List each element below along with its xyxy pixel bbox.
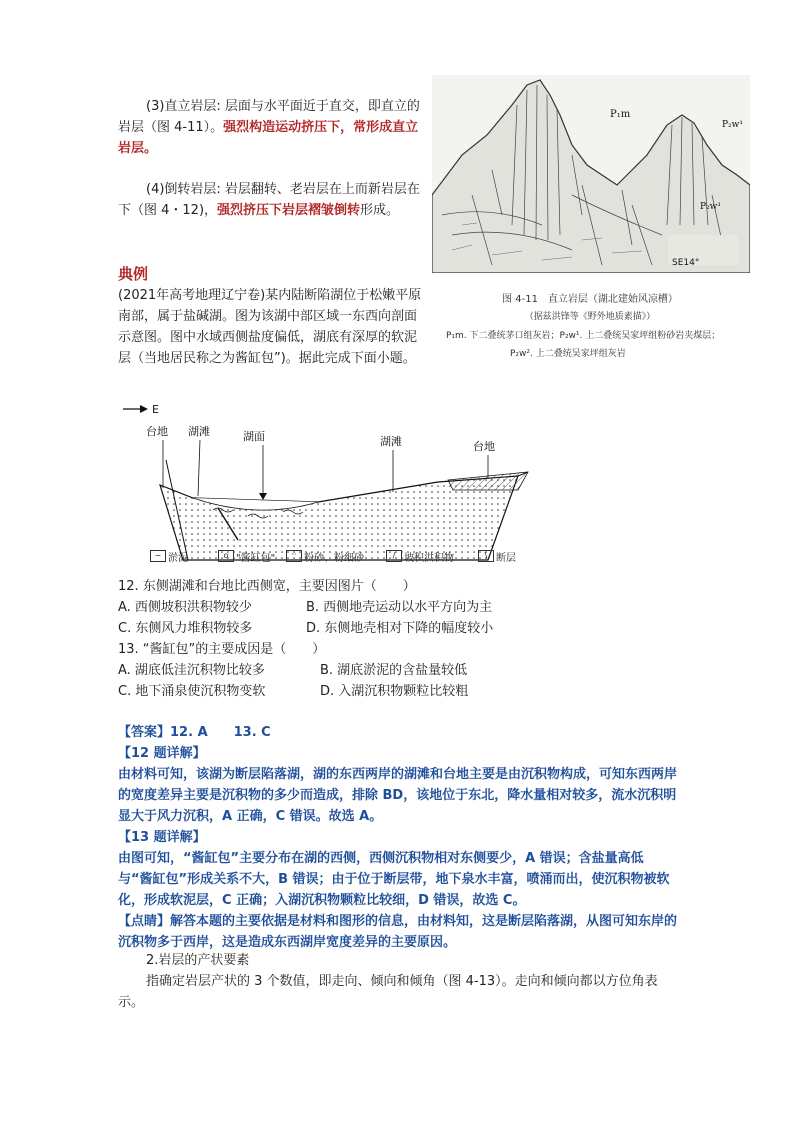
- question-12-option-b: B. 西侧地壳运动以水平方向为主: [306, 600, 493, 615]
- label-lake-surface: 湖面: [243, 430, 265, 443]
- question-12-option-d: D. 东侧地壳相对下降的幅度较小: [306, 621, 494, 636]
- label-west-terrace: 台地: [146, 425, 168, 438]
- detail-12-text: 由材料可知，该湖为断层陷落湖，湖的东西两岸的湖滩和台地主要是由沉积物构成，可知东西两岸的宽度差异主要是沉积物的多少而造成，排除 BD，该地位于东北，降水量相对较多，流水沉积明显大于风力沉积，A 正确，C 错误。故选 A。: [118, 767, 678, 824]
- item4-label: (4)倒转岩层: [146, 182, 217, 197]
- item3-paragraph: [118, 96, 423, 159]
- item3-text: : 层面与水平面近于直交，即直立的岩层（图 4-11）。: [118, 99, 420, 135]
- label-se14: SE14°: [672, 258, 700, 268]
- question-13-option-d: D. 入湖沉积物颗粒比较粗: [320, 684, 469, 699]
- question-12-option-c: C. 东侧风力堆积物较多: [118, 621, 253, 636]
- figure-4-11-sketch: [432, 75, 750, 273]
- label-west-beach: 湖滩: [188, 425, 210, 438]
- label-p2w-lower: P₂w¹: [700, 202, 721, 212]
- item3-emphasis: 强烈构造运动挤压下，常形成直立岩层。: [118, 120, 419, 156]
- question-13-option-b: B. 湖底淤泥的含盐量较低: [320, 663, 468, 678]
- detail-13-text: 由图可知，“酱缸包”主要分布在湖的西侧，西侧沉积物相对东侧要少，A 错误；含盐量高低与“酱缸包”形成关系不大，B 错误；由于位于断层带，地下泉水丰富，喷涌而出，使沉积物被软化，形成软泥层，C 正确；入湖沉积物颗粒比较细，D 错误，故选 C。: [118, 851, 670, 908]
- answer-value: 12. A 13. C: [170, 725, 271, 740]
- detail-12-label: 【12 题详解】: [118, 746, 206, 761]
- question-12-stem: 12. 东侧湖滩和台地比西侧宽，主要因图片（ ）: [118, 579, 416, 594]
- label-east-beach: 湖滩: [380, 435, 402, 448]
- key-point: [118, 911, 678, 953]
- item4-text: : 岩层翻转、老岩层在上而新岩层在下（图 4・12)，: [118, 182, 420, 218]
- vertical-strata-sketch: [432, 75, 750, 273]
- legend-diluvial-icon: /: [386, 550, 402, 562]
- question-13-stem: 13. “酱缸包”的主要成因是（ ）: [118, 642, 326, 657]
- legend-silt: 淤泥: [168, 553, 188, 564]
- legend-fault-icon: \: [478, 550, 494, 562]
- answer-line: [118, 722, 271, 743]
- figure-4-11-legend-2: P₂w². 上二叠统吴家坪组灰岩: [510, 349, 626, 359]
- item4-emphasis: 强烈挤压下岩层褶皱倒转: [217, 203, 361, 218]
- legend-diluvial: 坡积洪积物: [404, 553, 454, 564]
- item4-tail: 形成。: [360, 203, 400, 218]
- diagram-legend: [150, 547, 530, 569]
- legend-silt-icon: ~: [150, 550, 166, 562]
- legend-fault: 断层: [496, 553, 516, 564]
- item4-paragraph: [118, 179, 423, 221]
- figure-4-11-caption: 图 4-11 直立岩层（湖北建始风凉槽）: [502, 294, 678, 305]
- label-east-terrace: 台地: [473, 440, 495, 453]
- figure-4-11-legend-1: P₁m. 下二叠统茅口组灰岩；P₂w¹. 上二叠统吴家坪组粉砂岩夹煤层；: [446, 331, 721, 341]
- example-text: (2021年高考地理辽宁卷)某内陆断陷湖位于松嫩平原南部，属于盐碱湖。图为该湖中部区域一东西向剖面示意图。图中水域西侧盐度偏低，湖底有深厚的软泥层（当地居民称之为酱缸包”)。据此完成下面小题。: [118, 288, 422, 366]
- legend-sand-icon: ··: [286, 550, 302, 562]
- section-2-title: 2.岩层的产状要素: [146, 953, 250, 968]
- key-point-text: 解答本题的主要依据是材料和图形的信息，由材料知，这是断层陷落湖，从图可知东岸的沉积物多于西岸，这是造成东西湖岸宽度差异的主要原因。: [118, 914, 678, 950]
- question-12-option-a: A. 西侧坡积洪积物较少: [118, 600, 252, 615]
- question-13-option-c: C. 地下涌泉使沉积物变软: [118, 684, 266, 699]
- legend-jianggangbao: "酱缸包": [236, 553, 276, 564]
- legend-sand: 粉砂、粉细砂: [304, 553, 364, 564]
- legend-jianggangbao-icon: o: [218, 550, 234, 562]
- detail-13-label: 【13 题详解】: [118, 830, 206, 845]
- answer-label: 【答案】: [118, 725, 171, 740]
- direction-label: E: [152, 403, 159, 416]
- item3-label: (3)直立岩层: [146, 99, 217, 114]
- question-13-option-a: A. 湖底低洼沉积物比较多: [118, 663, 265, 678]
- example-heading: 典例: [118, 265, 149, 283]
- label-p1m: P₁m: [610, 109, 631, 120]
- key-point-label: 【点睛】: [118, 914, 171, 929]
- section-2-text: 指确定岩层产状的 3 个数值，即走向、倾向和倾角（图 4-13）。走向和倾向都以方位角表示。: [118, 974, 658, 1010]
- figure-4-11-source: （据兹洪锋等《野外地质素描》）: [524, 312, 656, 322]
- label-p2w-right: P₂w¹: [722, 120, 743, 130]
